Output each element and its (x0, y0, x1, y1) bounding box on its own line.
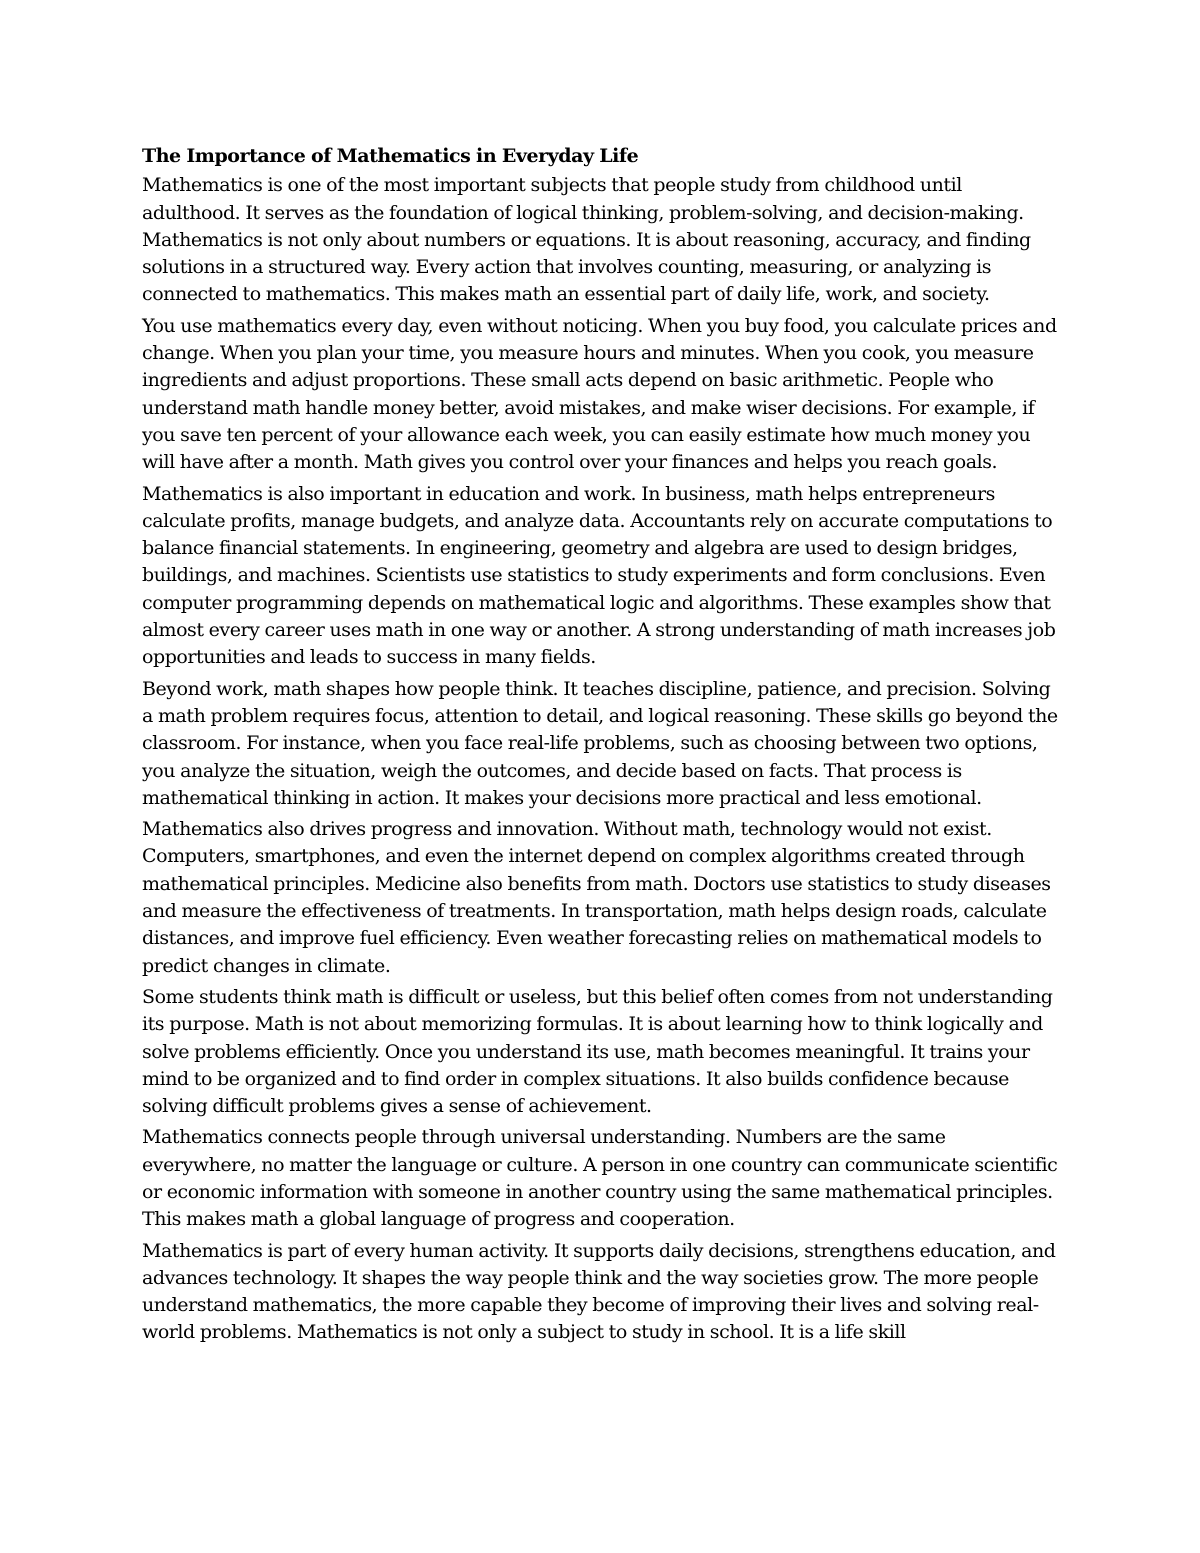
document-body (142, 143, 1058, 1351)
paragraph-daily-use: You use mathematics every day, even without noticing. When you buy food, you calculate prices and change. When you plan your time, you measure hours and minutes. When you cook, you measure ingredients and adjust proportions. These small acts depend on basic arithmetic. People who understand math handle money better, avoid mistakes, and make wiser decisions. For example, if you save ten percent of your allowance each week, you can easily estimate how much money you will have after a month. Math gives you control over your finances and helps you reach goals. (142, 314, 1057, 474)
document-title: The Importance of Mathematics in Everyday Life (142, 145, 639, 167)
paragraph-education-work: Mathematics is also important in education and work. In business, math helps entrepreneurs calculate profits, manage budgets, and analyze data. Accountants rely on accurate computations to balance financial statements. In engineering, geometry and algebra are used to design bridges, buildings, and machines. Scientists use statistics to study experiments and form conclusions. Even computer programming depends on mathematical logic and algorithms. These examples show that almost every career uses math in one way or another. A strong understanding of math increases job opportunities and leads to success in many fields. (142, 482, 1056, 669)
paragraph-innovation: Mathematics also drives progress and innovation. Without math, technology would not exist. Computers, smartphones, and even the internet depend on complex algorithms created through mathematical principles. Medicine also benefits from math. Doctors use statistics to study diseases and measure the effectiveness of treatments. In transportation, math helps design roads, calculate distances, and improve fuel efficiency. Even weather forecasting relies on mathematical models to predict changes in climate. (142, 818, 1051, 977)
paragraph-students: Some students think math is difficult or useless, but this belief often comes from not understanding its purpose. Math is not about memorizing formulas. It is about learning how to think logically and solve problems efficiently. Once you understand its use, math becomes meaningful. It trains your mind to be organized and to find order in complex situations. It also builds confidence because solving difficult problems gives a sense of achievement. (142, 985, 1053, 1118)
paragraph-universal: Mathematics connects people through universal understanding. Numbers are the same everywhere, no matter the language or culture. A person in one country can communicate scientific or economic information with someone in another country using the same mathematical principles. This makes math a global language of progress and cooperation. (142, 1126, 1058, 1231)
paragraph-thinking: Beyond work, math shapes how people think. It teaches discipline, patience, and precision. Solving a math problem requires focus, attention to detail, and logical reasoning. These skills go beyond the classroom. For instance, when you face real-life problems, such as choosing between two options, you analyze the situation, weigh the outcomes, and decide based on facts. That process is mathematical thinking in action. It makes your decisions more practical and less emotional. (142, 677, 1058, 809)
paragraph-conclusion: Mathematics is part of every human activity. It supports daily decisions, strengthens education, and advances technology. It shapes the way people think and the way societies grow. The more people understand mathematics, the more capable they become of improving their lives and solving real-world problems. Mathematics is not only a subject to study in school. It is a life skill (142, 1239, 1056, 1344)
paragraph-introduction: Mathematics is one of the most important subjects that people study from childhood until adulthood. It serves as the foundation of logical thinking, problem-solving, and decision-making. Mathematics is not only about numbers or equations. It is about reasoning, accuracy, and finding solutions in a structured way. Every action that involves counting, measuring, or analyzing is connected to mathematics. This makes math an essential part of daily life, work, and society. (142, 174, 1031, 306)
